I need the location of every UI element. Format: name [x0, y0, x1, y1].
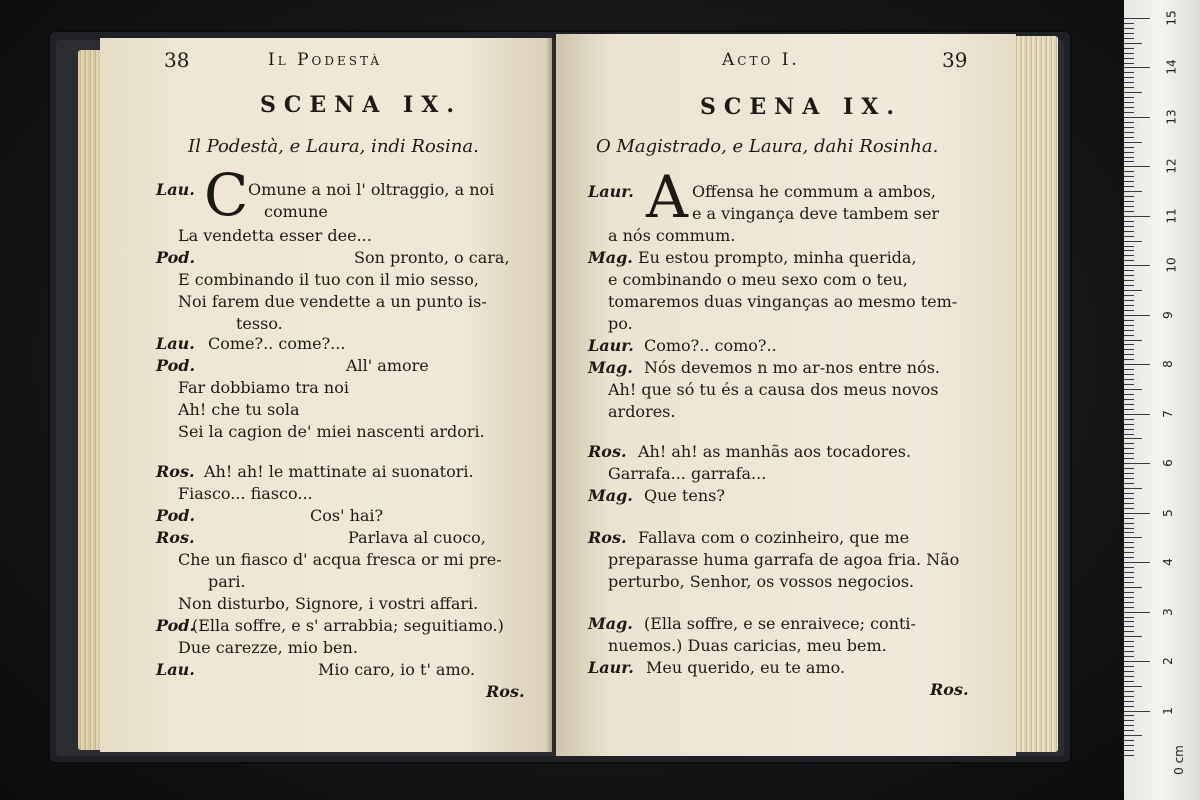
ruler-tick — [1124, 285, 1134, 286]
ruler-tick — [1124, 696, 1134, 697]
verse-line: Ah! ah! as manhãs aos tocadores. — [638, 442, 912, 461]
ruler-tick — [1124, 63, 1134, 64]
ruler-tick — [1124, 196, 1134, 197]
verse-line: pari. — [208, 572, 246, 591]
speaker-label: Ros. — [156, 462, 195, 481]
speaker-label: Ros. — [588, 442, 627, 461]
ruler-tick — [1124, 201, 1134, 202]
ruler-tick — [1124, 18, 1150, 19]
ruler-tick — [1124, 255, 1134, 256]
ruler-tick — [1124, 226, 1134, 227]
ruler-tick — [1124, 250, 1134, 251]
ruler-tick — [1124, 602, 1134, 603]
ruler-tick — [1124, 379, 1134, 380]
verse-line: Omune a noi l' oltraggio, a noi — [248, 180, 495, 199]
ruler-tick — [1124, 483, 1134, 484]
ruler-tick — [1124, 562, 1150, 563]
verse-line: nuemos.) Duas caricias, meu bem. — [608, 636, 887, 655]
ruler-tick — [1124, 310, 1134, 311]
ruler-tick — [1124, 656, 1134, 657]
ruler-tick — [1124, 364, 1150, 365]
ruler-tick — [1124, 424, 1134, 425]
measurement-ruler — [1124, 0, 1200, 800]
ruler-tick — [1124, 265, 1150, 266]
verse-line: Meu querido, eu te amo. — [646, 658, 846, 677]
verse-line: preparasse huma garrafa de agoa fria. Não — [608, 550, 960, 569]
verse-line: tomaremos duas vinganças ao mesmo tem- — [608, 292, 958, 311]
ruler-tick — [1124, 607, 1134, 608]
ruler-tick — [1124, 409, 1134, 410]
verse-line: Far dobbiamo tra noi — [178, 378, 349, 397]
ruler-tick — [1124, 641, 1134, 642]
ruler-tick — [1124, 137, 1134, 138]
catchword: Ros. — [486, 682, 525, 701]
ruler-label: 0 cm — [1171, 745, 1186, 775]
speaker-label: Laur. — [588, 658, 634, 677]
ruler-tick — [1124, 127, 1134, 128]
ruler-tick — [1124, 290, 1142, 291]
ruler-tick — [1124, 676, 1134, 677]
ruler-tick — [1124, 354, 1134, 355]
ruler-tick — [1124, 92, 1142, 93]
ruler-tick — [1124, 542, 1134, 543]
verse-line: (Ella soffre, e s' arrabbia; seguitiamo.) — [192, 616, 504, 635]
right-page — [556, 34, 1016, 756]
ruler-tick — [1124, 443, 1134, 444]
ruler-tick — [1124, 438, 1142, 439]
ruler-tick — [1124, 572, 1134, 573]
ruler-label: 10 — [1164, 257, 1179, 273]
verse-line: Cos' hai? — [310, 506, 384, 525]
verse-line: Che un fiasco d' acqua fresca or mi pre- — [178, 550, 502, 569]
ruler-tick — [1124, 730, 1134, 731]
ruler-tick — [1124, 181, 1134, 182]
ruler-tick — [1124, 671, 1134, 672]
ruler-tick — [1124, 344, 1134, 345]
ruler-label: 1 — [1160, 706, 1175, 715]
ruler-tick — [1124, 260, 1134, 261]
verse-line: Come?.. come?... — [208, 334, 346, 353]
verse-line: Garrafa... garrafa... — [608, 464, 767, 483]
ruler-tick — [1124, 419, 1134, 420]
ruler-tick — [1124, 691, 1134, 692]
speaker-label: Laur. — [588, 182, 634, 201]
ruler-tick — [1124, 102, 1134, 103]
speaker-label: Lau. — [156, 660, 195, 679]
ruler-tick — [1124, 612, 1150, 613]
ruler-tick — [1124, 597, 1134, 598]
ruler-tick — [1124, 666, 1134, 667]
ruler-tick — [1124, 112, 1134, 113]
ruler-tick — [1124, 23, 1134, 24]
ruler-label: 15 — [1164, 10, 1179, 26]
verse-line: Fiasco... fiasco... — [178, 484, 313, 503]
ruler-tick — [1124, 275, 1134, 276]
ruler-tick — [1124, 325, 1134, 326]
ruler-tick — [1124, 518, 1134, 519]
ruler-tick — [1124, 270, 1134, 271]
ruler-tick — [1124, 300, 1134, 301]
ruler-tick — [1124, 87, 1134, 88]
ruler-tick — [1124, 77, 1134, 78]
verse-line: Non disturbo, Signore, i vostri affari. — [178, 594, 479, 613]
ruler-tick — [1124, 453, 1134, 454]
speaker-label: Ros. — [588, 528, 627, 547]
verse-line: Parlava al cuoco, — [348, 528, 486, 547]
ruler-tick — [1124, 374, 1134, 375]
ruler-tick — [1124, 503, 1134, 504]
ruler-tick — [1124, 686, 1142, 687]
speaker-label: Lau. — [156, 180, 195, 199]
ruler-tick — [1124, 399, 1134, 400]
ruler-label: 8 — [1160, 360, 1175, 369]
ruler-tick — [1124, 711, 1150, 712]
verse-line: a nós commum. — [608, 226, 736, 245]
right-scene-heading: SCENA IX. — [700, 94, 903, 120]
ruler-tick — [1124, 557, 1134, 558]
verse-line: Como?.. como?.. — [644, 336, 777, 355]
speaker-label: Pod. — [156, 356, 196, 375]
ruler-tick — [1124, 478, 1134, 479]
verse-line: Nós devemos n mo ar-nos entre nós. — [644, 358, 940, 377]
ruler-tick — [1124, 434, 1134, 435]
ruler-tick — [1124, 335, 1134, 336]
ruler-tick — [1124, 735, 1142, 736]
verse-line: (Ella soffre, e se enraivece; conti- — [644, 614, 916, 633]
speaker-label: Ros. — [156, 528, 195, 547]
verse-line: tesso. — [236, 314, 283, 333]
ruler-label: 11 — [1164, 208, 1179, 224]
ruler-label: 3 — [1160, 607, 1175, 616]
ruler-tick — [1124, 429, 1134, 430]
right-page-edges — [1014, 36, 1058, 752]
ruler-tick — [1124, 48, 1134, 49]
verse-line: Eu estou prompto, minha querida, — [638, 248, 917, 267]
verse-line: Ah! che tu sola — [178, 400, 300, 419]
ruler-tick — [1124, 38, 1134, 39]
ruler-tick — [1124, 661, 1150, 662]
speaker-label: Lau. — [156, 334, 195, 353]
speaker-label: Mag. — [588, 358, 633, 377]
ruler-tick — [1124, 53, 1134, 54]
ruler-tick — [1124, 488, 1142, 489]
verse-line: Due carezze, mio ben. — [178, 638, 358, 657]
ruler-tick — [1124, 513, 1150, 514]
ruler-tick — [1124, 617, 1134, 618]
drop-cap: A — [646, 163, 688, 231]
ruler-tick — [1124, 132, 1134, 133]
ruler-tick — [1124, 587, 1142, 588]
ruler-tick — [1124, 701, 1134, 702]
ruler-tick — [1124, 43, 1142, 44]
verse-line: E combinando il tuo con il mio sesso, — [178, 270, 479, 289]
verse-line: Offensa he commum a ambos, — [692, 182, 936, 201]
speaker-label: Laur. — [588, 336, 634, 355]
ruler-label: 4 — [1160, 558, 1175, 566]
drop-cap: C — [204, 161, 249, 229]
ruler-label: 12 — [1164, 158, 1179, 175]
left-running-head: Il Podestà — [268, 50, 382, 70]
speaker-label: Pod. — [156, 248, 196, 267]
ruler-tick — [1124, 384, 1134, 385]
ruler-label: 7 — [1160, 409, 1175, 418]
left-page — [100, 38, 552, 752]
speaker-label: Pod. — [156, 506, 196, 525]
ruler-tick — [1124, 468, 1134, 469]
ruler-tick — [1124, 82, 1134, 83]
ruler-tick — [1124, 246, 1134, 247]
ruler-tick — [1124, 97, 1134, 98]
ruler-tick — [1124, 523, 1134, 524]
verse-line: po. — [608, 314, 633, 333]
ruler-tick — [1124, 72, 1134, 73]
ruler-tick — [1124, 33, 1134, 34]
ruler-tick — [1124, 191, 1142, 192]
ruler-tick — [1124, 394, 1134, 395]
verse-line: Ah! que só tu és a causa dos meus novos — [608, 380, 939, 399]
ruler-tick — [1124, 171, 1134, 172]
right-cast-line: O Magistrado, e Laura, dahi Rosinha. — [596, 136, 939, 157]
ruler-tick — [1124, 473, 1134, 474]
ruler-tick — [1124, 349, 1134, 350]
verse-line: comune — [264, 202, 328, 221]
ruler-label: 5 — [1160, 508, 1175, 517]
ruler-tick — [1124, 152, 1134, 153]
ruler-tick — [1124, 651, 1134, 652]
verse-line: All' amore — [346, 356, 429, 375]
left-cast-line: Il Podestà, e Laura, indi Rosina. — [188, 136, 479, 157]
ruler-tick — [1124, 404, 1134, 405]
verse-line: Noi farem due vendette a un punto is- — [178, 292, 487, 311]
ruler-tick — [1124, 157, 1134, 158]
left-scene-heading: SCENA IX. — [260, 92, 463, 118]
ruler-tick — [1124, 745, 1134, 746]
ruler-tick — [1124, 463, 1150, 464]
catchword: Ros. — [930, 680, 969, 699]
ruler-tick — [1124, 706, 1134, 707]
speaker-label: Mag. — [588, 614, 633, 633]
verse-line: ardores. — [608, 402, 676, 421]
ruler-tick — [1124, 369, 1134, 370]
right-page-number: 39 — [942, 48, 968, 72]
ruler-tick — [1124, 176, 1134, 177]
ruler-tick — [1124, 567, 1134, 568]
ruler-label: 6 — [1160, 459, 1175, 468]
ruler-tick — [1124, 186, 1134, 187]
ruler-tick — [1124, 547, 1134, 548]
ruler-tick — [1124, 67, 1150, 68]
ruler-tick — [1124, 755, 1134, 756]
ruler-tick — [1124, 206, 1134, 207]
ruler-tick — [1124, 681, 1134, 682]
ruler-tick — [1124, 750, 1134, 751]
ruler-tick — [1124, 493, 1134, 494]
ruler-tick — [1124, 458, 1134, 459]
ruler-tick — [1124, 241, 1142, 242]
verse-line: Sei la cagion de' miei nascenti ardori. — [178, 422, 485, 441]
ruler-tick — [1124, 621, 1134, 622]
speaker-label: Mag. — [588, 486, 633, 505]
ruler-tick — [1124, 122, 1134, 123]
verse-line: Mio caro, io t' amo. — [318, 660, 476, 679]
ruler-tick — [1124, 389, 1142, 390]
ruler-tick — [1124, 720, 1134, 721]
ruler-tick — [1124, 305, 1134, 306]
ruler-tick — [1124, 552, 1134, 553]
ruler-tick — [1124, 508, 1134, 509]
ruler-tick — [1124, 320, 1134, 321]
ruler-tick — [1124, 715, 1134, 716]
verse-line: e combinando o meu sexo com o teu, — [608, 270, 908, 289]
ruler-tick — [1124, 577, 1134, 578]
ruler-tick — [1124, 359, 1134, 360]
ruler-tick — [1124, 107, 1134, 108]
ruler-tick — [1124, 236, 1134, 237]
verse-line: Fallava com o cozinheiro, que me — [638, 528, 910, 547]
ruler-label: 13 — [1164, 109, 1179, 125]
ruler-tick — [1124, 58, 1134, 59]
ruler-tick — [1124, 211, 1134, 212]
ruler-tick — [1124, 626, 1134, 627]
ruler-tick — [1124, 498, 1134, 499]
ruler-tick — [1124, 414, 1150, 415]
right-running-head: Acto I. — [722, 50, 800, 70]
ruler-tick — [1124, 646, 1134, 647]
ruler-tick — [1124, 295, 1134, 296]
ruler-tick — [1124, 117, 1150, 118]
ruler-label: 14 — [1164, 59, 1179, 76]
ruler-tick — [1124, 636, 1142, 637]
ruler-tick — [1124, 28, 1134, 29]
left-page-number: 38 — [164, 48, 190, 72]
verse-line: Son pronto, o cara, — [354, 248, 510, 267]
verse-line: Ah! ah! le mattinate ai suonatori. — [204, 462, 474, 481]
ruler-tick — [1124, 537, 1142, 538]
ruler-tick — [1124, 142, 1142, 143]
ruler-label: 9 — [1160, 310, 1175, 319]
verse-line: perturbo, Senhor, os vossos negocios. — [608, 572, 915, 591]
ruler-tick — [1124, 528, 1134, 529]
ruler-tick — [1124, 725, 1134, 726]
ruler-tick — [1124, 448, 1134, 449]
ruler-tick — [1124, 280, 1134, 281]
ruler-tick — [1124, 315, 1150, 316]
ruler-tick — [1124, 147, 1134, 148]
verse-line: e a vingança deve tambem ser — [692, 204, 940, 223]
ruler-tick — [1124, 592, 1134, 593]
ruler-tick — [1124, 582, 1134, 583]
speaker-label: Mag. — [588, 248, 633, 267]
verse-line: Que tens? — [644, 486, 725, 505]
ruler-label: 2 — [1160, 657, 1175, 665]
ruler-tick — [1124, 340, 1142, 341]
ruler-tick — [1124, 216, 1150, 217]
ruler-tick — [1124, 166, 1150, 167]
ruler-tick — [1124, 330, 1134, 331]
speaker-label: Pod. — [156, 616, 196, 635]
ruler-tick — [1124, 631, 1134, 632]
ruler-tick — [1124, 161, 1134, 162]
verse-line: La vendetta esser dee... — [178, 226, 372, 245]
ruler-tick — [1124, 231, 1134, 232]
ruler-tick — [1124, 221, 1134, 222]
ruler-tick — [1124, 532, 1134, 533]
ruler-tick — [1124, 740, 1134, 741]
